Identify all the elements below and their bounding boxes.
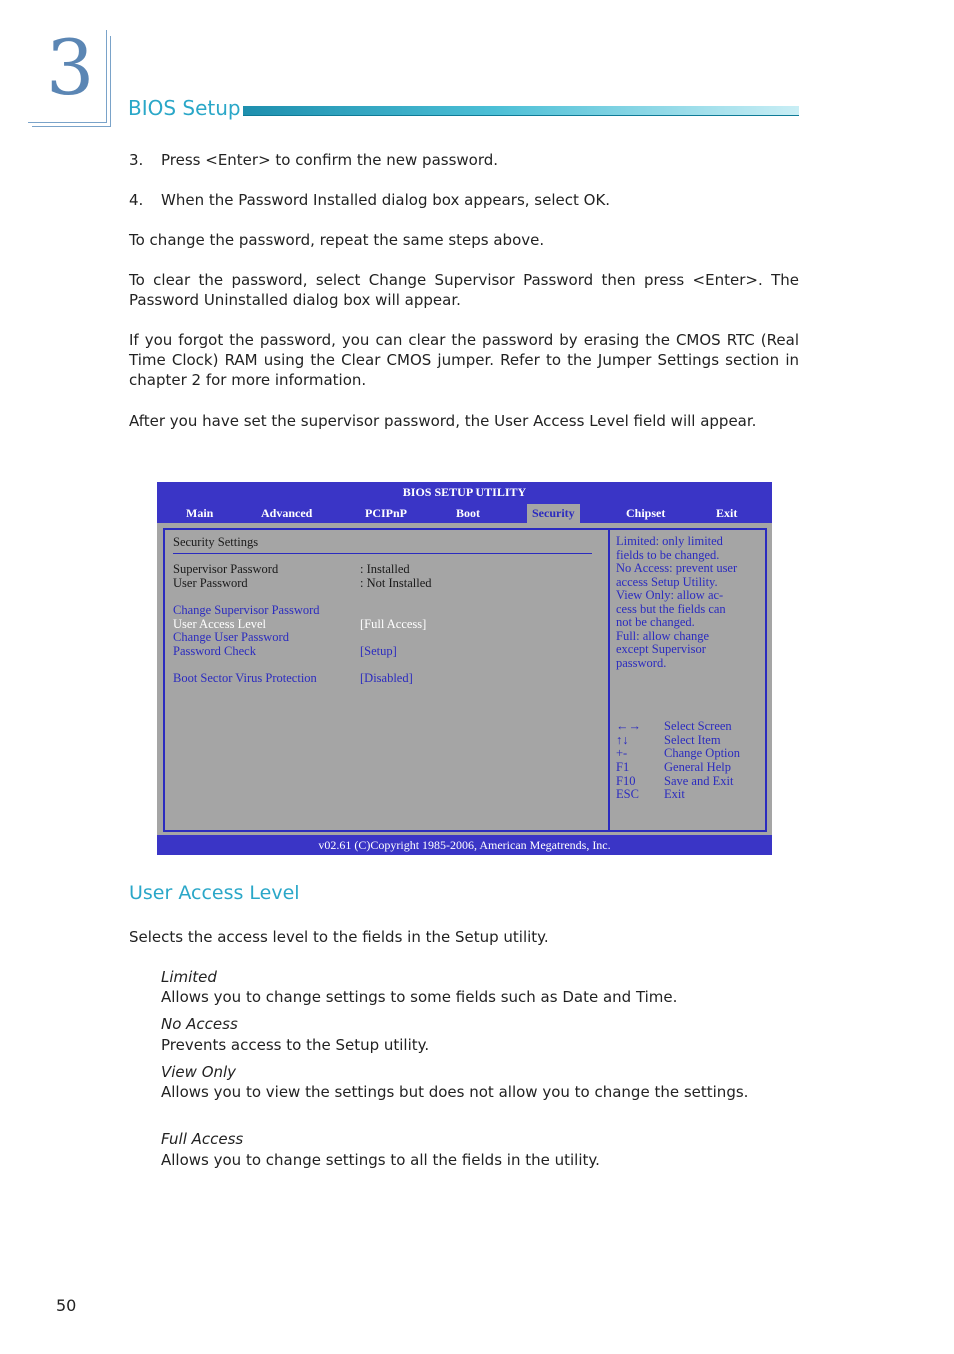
- key-desc: General Help: [664, 760, 731, 775]
- option-view-only-desc: Allows you to view the settings but does not allow you to change the settings.: [161, 1083, 749, 1101]
- step-text: Press <Enter> to confirm the new password.: [161, 151, 499, 169]
- plus-minus-key: +-: [616, 746, 628, 761]
- tab-exit[interactable]: Exit: [716, 506, 738, 520]
- tab-boot[interactable]: Boot: [456, 506, 480, 520]
- bios-menu-bar: [157, 502, 772, 523]
- help-text: [616, 535, 737, 670]
- tab-chipset[interactable]: Chipset: [626, 506, 666, 520]
- help-line: access Setup Utility.: [616, 574, 718, 589]
- change-user-password-item[interactable]: Change User Password: [173, 630, 289, 644]
- paragraph-forgot-password: If you forgot the password, you can clear the password by erasing the CMOS RTC (Real Time Clock) RAM using the Clear CMOS jumper. Refer to the Jumper Settings section in chapter 2 for more information.: [129, 331, 799, 389]
- option-no-access-desc: Prevents access to the Setup utility.: [161, 1036, 430, 1054]
- page-number: 50: [56, 1296, 77, 1315]
- key-desc: Exit: [664, 787, 685, 802]
- bios-title: BIOS SETUP UTILITY: [157, 482, 772, 502]
- user-access-level-value[interactable]: [Full Access]: [360, 616, 427, 631]
- chapter-number: 3: [46, 23, 95, 112]
- step-number: 4.: [129, 191, 144, 209]
- bios-help-panel: [608, 528, 767, 832]
- tab-main[interactable]: Main: [186, 506, 214, 520]
- key-desc: Select Screen: [664, 719, 732, 733]
- supervisor-password-status: : Installed: [360, 562, 410, 576]
- tab-pcipnp[interactable]: PCIPnP: [365, 506, 407, 520]
- tab-advanced[interactable]: Advanced: [261, 506, 313, 520]
- password-check-value[interactable]: [Setup]: [360, 643, 397, 658]
- security-settings-heading: Security Settings: [173, 535, 259, 549]
- bios-settings-panel: [163, 528, 608, 832]
- help-line: Full: allow change: [616, 628, 710, 643]
- tab-security[interactable]: Security: [527, 504, 580, 523]
- bios-footer: v02.61 (C)Copyright 1985-2006, American Megatrends, Inc.: [157, 835, 772, 855]
- step-number: 3.: [129, 151, 144, 169]
- boot-sector-virus-protection-item[interactable]: Boot Sector Virus Protection: [173, 671, 317, 685]
- bios-screenshot: [157, 482, 772, 855]
- chapter-title: BIOS Setup: [128, 96, 241, 120]
- step-4: [129, 190, 610, 210]
- help-line: View Only: allow ac-: [616, 588, 724, 602]
- option-no-access-name: No Access: [161, 1015, 238, 1033]
- help-line: except Supervisor: [616, 642, 706, 656]
- help-line: password.: [616, 655, 667, 670]
- user-password-status: : Not Installed: [360, 575, 432, 590]
- supervisor-password-label: Supervisor Password: [173, 562, 279, 576]
- help-line: No Access: prevent user: [616, 561, 738, 575]
- step-text: When the Password Installed dialog box appears, select OK.: [161, 191, 611, 209]
- key-desc: Change Option: [664, 746, 741, 761]
- key-desc: Save and Exit: [664, 773, 734, 788]
- option-limited-name: Limited: [161, 968, 217, 986]
- change-supervisor-password-item[interactable]: Change Supervisor Password: [173, 603, 320, 617]
- option-limited-desc: Allows you to change settings to some fields such as Date and Time.: [161, 988, 678, 1006]
- paragraph-change-password: To change the password, repeat the same steps above.: [129, 231, 545, 249]
- user-password-label: User Password: [173, 575, 248, 590]
- section-title: User Access Level: [129, 882, 300, 904]
- key-desc: Select Item: [664, 732, 721, 747]
- help-line: cess but the fields can: [616, 601, 726, 616]
- section-intro: Selects the access level to the fields in the Setup utility.: [129, 928, 549, 946]
- option-view-only-name: View Only: [161, 1063, 237, 1081]
- arrows-left-right-icon: ←→: [616, 719, 641, 733]
- help-line: not be changed.: [616, 615, 695, 629]
- arrows-up-down-icon: ↑↓: [616, 732, 629, 747]
- option-full-access-desc: Allows you to change settings to all the fields in the utility.: [161, 1151, 600, 1169]
- f10-key: F10: [616, 773, 636, 788]
- f1-key: F1: [616, 760, 630, 775]
- password-check-item[interactable]: Password Check: [173, 643, 256, 658]
- boot-sector-virus-protection-value[interactable]: [Disabled]: [360, 671, 413, 685]
- paragraph-clear-password: To clear the password, select Change Supervisor Password then press <Enter>. The Password Uninstalled dialog box will appear.: [129, 271, 799, 309]
- option-full-access-name: Full Access: [161, 1130, 244, 1148]
- help-line: fields to be changed.: [616, 547, 720, 562]
- step-3: [129, 150, 498, 170]
- paragraph-user-access-appears: After you have set the supervisor password, the User Access Level field will appear.: [129, 412, 757, 430]
- heading-divider: [173, 553, 592, 554]
- user-access-level-item[interactable]: User Access Level: [173, 616, 267, 631]
- chapter-title-bar: [243, 106, 799, 116]
- esc-key: ESC: [616, 787, 639, 802]
- help-line: Limited: only limited: [616, 534, 723, 548]
